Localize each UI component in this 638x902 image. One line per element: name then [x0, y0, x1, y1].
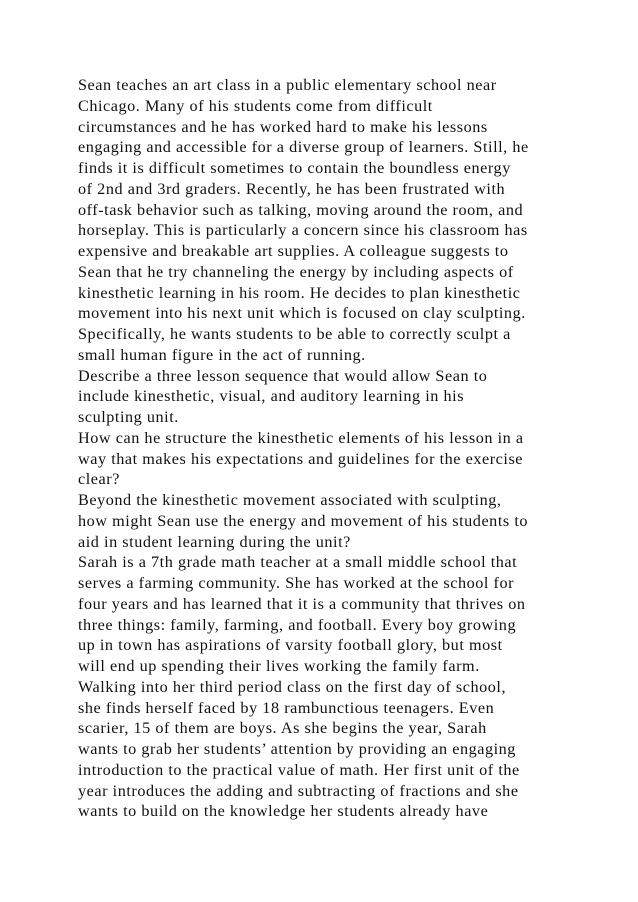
text-line: circumstances and he has worked hard to make his lessons — [78, 117, 488, 136]
text-line: of 2nd and 3rd graders. Recently, he has been frustrated with — [78, 179, 506, 198]
question-line: clear? — [78, 470, 120, 489]
text-line: Sean teaches an art class in a public elementary school near — [78, 76, 497, 94]
text-line: will end up spending their lives working the family farm. — [78, 657, 480, 675]
text-line: engaging and accessible for a diverse group of learners. Still, he — [78, 138, 529, 157]
question-line: Describe a three lesson sequence that would allow Sean to — [78, 366, 488, 385]
text-line: horseplay. This is particularly a concern since his classroom has — [78, 221, 528, 240]
text-line: Walking into her third period class on the first day of school, — [78, 677, 507, 696]
text-line: small human figure in the act of running. — [78, 345, 366, 364]
question-line: aid in student learning during the unit? — [78, 532, 351, 551]
text-line: wants to build on the knowledge her students already have — [78, 802, 489, 821]
text-line: movement into his next unit which is focused on clay sculpting. — [78, 304, 526, 323]
question-line: How can he structure the kinesthetic elements of his lesson in a — [78, 428, 524, 447]
text-line: kinesthetic learning in his room. He decides to plan kinesthetic — [78, 283, 521, 302]
text-line: she finds herself faced by 18 rambunctious teenagers. Even — [78, 698, 495, 717]
text-line: Specifically, he wants students to be able to correctly sculpt a — [78, 325, 511, 343]
question-line: way that makes his expectations and guidelines for the exercise — [78, 449, 524, 468]
text-line: serves a farming community. She has worked at the school for — [78, 574, 515, 592]
text-line: introduction to the practical value of math. Her first unit of the — [78, 760, 520, 779]
text-line: up in town has aspirations of varsity football glory, but most — [78, 636, 503, 655]
text-line: year introduces the adding and subtracting of fractions and she — [78, 781, 519, 800]
text-line: off-task behavior such as talking, moving around the room, and — [78, 200, 524, 219]
question-line: Beyond the kinesthetic movement associated with sculpting, — [78, 491, 502, 509]
text-line: Chicago. Many of his students come from difficult — [78, 96, 433, 115]
text-line: Sean that he try channeling the energy by including aspects of — [78, 262, 514, 281]
text-line: four years and has learned that it is a community that thrives on — [78, 594, 526, 613]
question-line: sculpting unit. — [78, 408, 179, 426]
text-line: expensive and breakable art supplies. A colleague suggests to — [78, 242, 509, 260]
document-body-text — [78, 75, 598, 822]
text-line: wants to grab her students’ attention by providing an engaging — [78, 740, 516, 758]
text-line: finds it is difficult sometimes to contain the boundless energy — [78, 159, 511, 177]
text-line: scarier, 15 of them are boys. As she begins the year, Sarah — [78, 719, 487, 738]
question-line: how might Sean use the energy and movement of his students to — [78, 511, 529, 530]
text-line: Sarah is a 7th grade math teacher at a small middle school that — [78, 553, 518, 572]
text-line: three things: family, farming, and football. Every boy growing — [78, 615, 517, 634]
question-line: include kinesthetic, visual, and auditory learning in his — [78, 387, 465, 406]
